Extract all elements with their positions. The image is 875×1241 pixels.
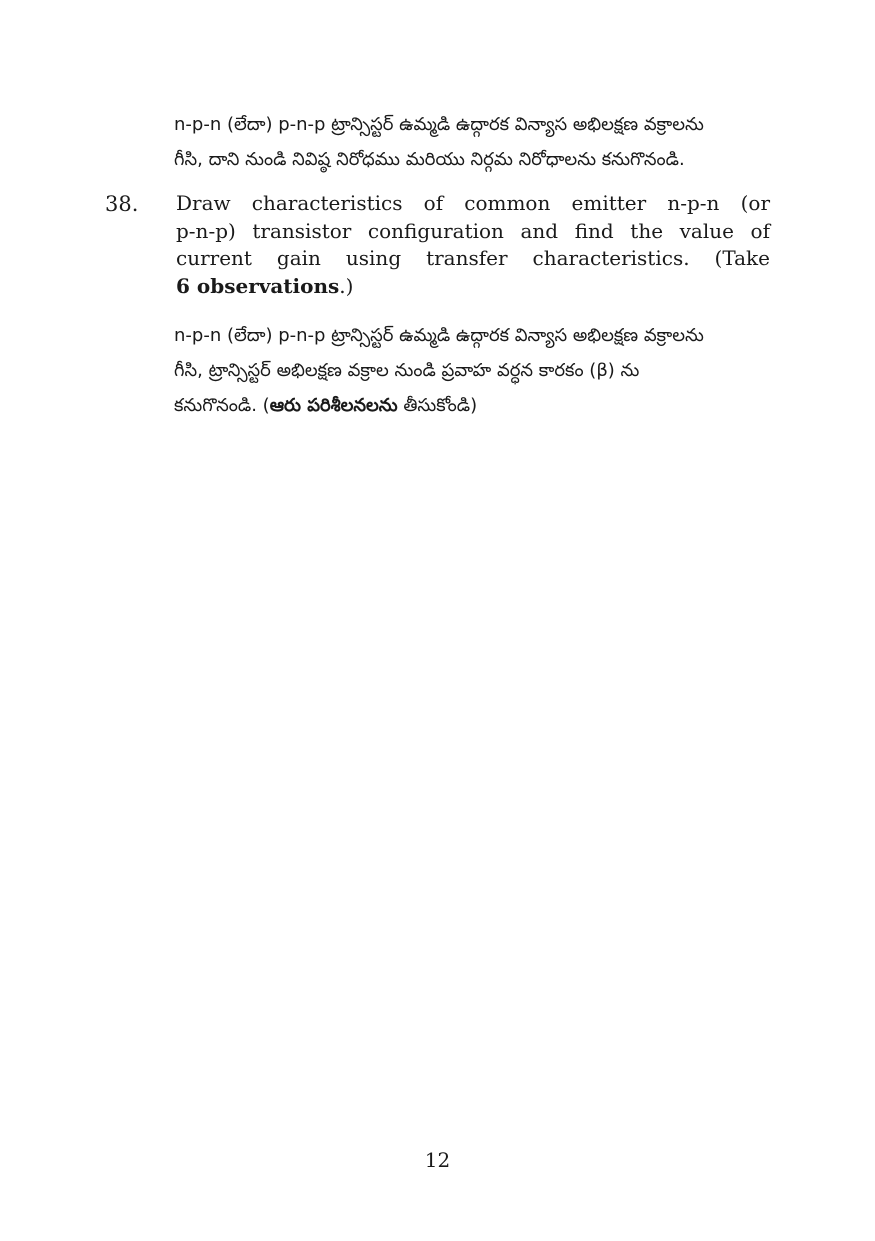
telugu-line: n-p-n (లేదా) p-n-p ట్రాన్సిస్టర్ ఉమ్మడి ఉద్గారక విన్యాస అభిలక్షణ వక్రాలను: [174, 114, 704, 135]
telugu-line: గీసి, ట్రాన్సిస్టర్ అభిలక్షణ వక్రాల నుండి ప్రవాహ వర్ధన కారకం (β) ను: [174, 360, 640, 381]
telugu-line: n-p-n (లేదా) p-n-p ట్రాన్సిస్టర్ ఉమ్మడి ఉద్గారక విన్యాస అభిలక్షణ వక్రాలను: [174, 325, 704, 346]
question-line: current gain using transfer characteristics. (Take: [176, 246, 770, 270]
question-line: p-n-p) transistor configuration and find the value of: [176, 218, 770, 243]
question-text-english: [176, 190, 770, 300]
question-line: Draw characteristics of common emitter n-p-n (or: [176, 191, 770, 215]
telugu-line: [174, 388, 774, 423]
telugu-question-translation: [174, 318, 774, 423]
telugu-instruction-top: [174, 107, 774, 177]
telugu-line: గీసి, దాని నుండి నివిష్ఠ నిరోధము మరియు నిర్గమ నిరోధాలను కనుగొనండి.: [174, 149, 685, 170]
observations-emphasis: 6 observations: [176, 273, 340, 298]
question-line: [176, 273, 770, 301]
telugu-observations-emphasis: ఆరు పరిశీలనలను: [269, 395, 398, 416]
telugu-line-start: కనుగొనండి. (: [174, 395, 270, 416]
page-number: 12: [424, 1148, 451, 1172]
telugu-line-end: తీసుకోండి): [397, 395, 478, 416]
question-number: 38.: [105, 192, 139, 216]
question-line-tail: .): [339, 273, 354, 298]
